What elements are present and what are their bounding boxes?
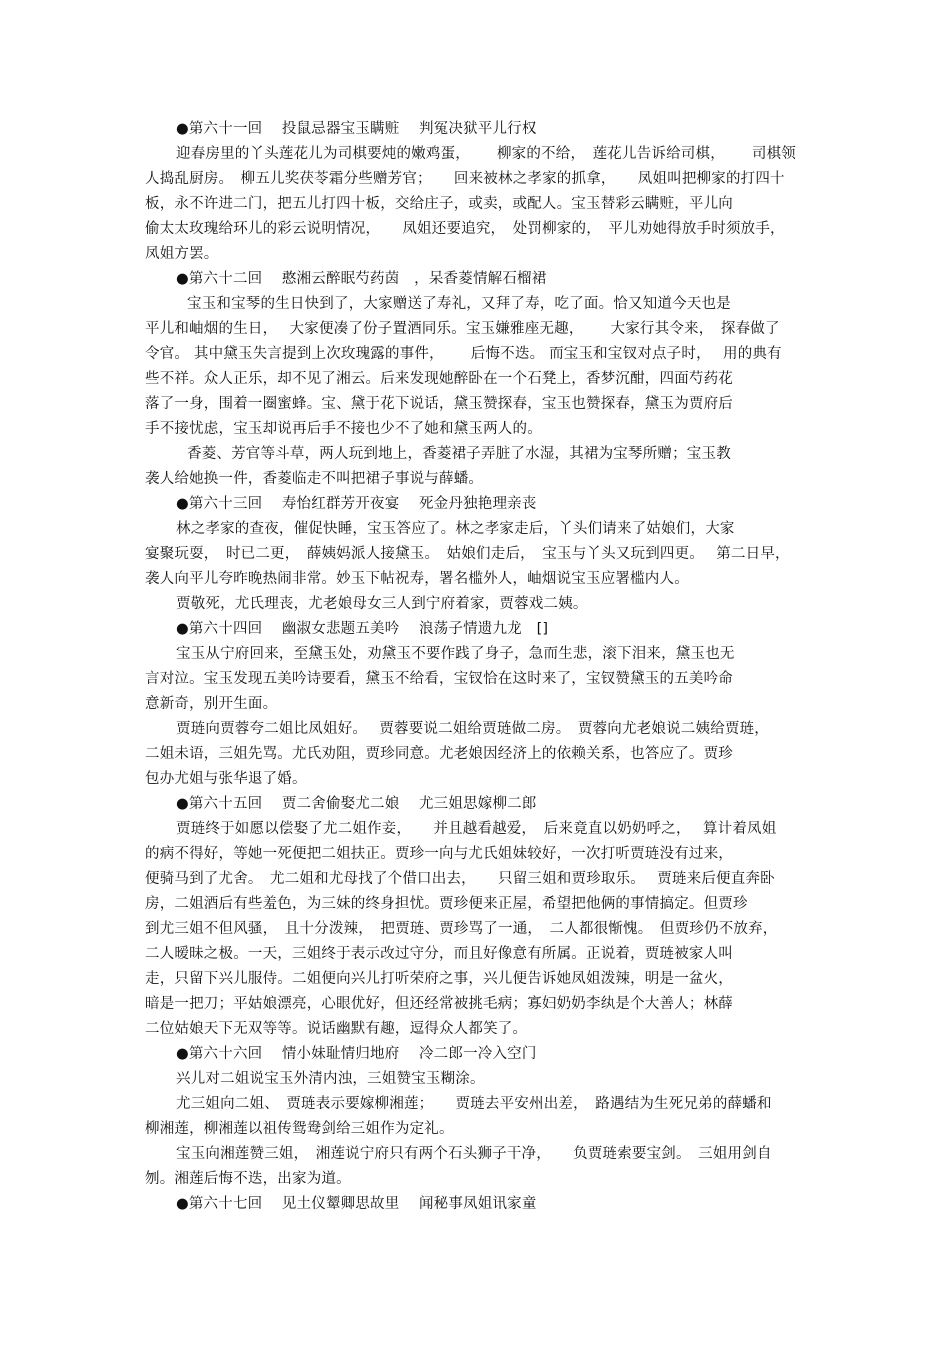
text-line: 宝玉向湘莲赞三姐， 湘莲说宁府只有两个石头狮子干净， 负贾琏索要宝剑。 三姐用剑自 — [176, 1146, 772, 1162]
text-line: 暗是一把刀；平姑娘漂亮，心眼优好，但还经常被挑毛病；寡妇奶奶李纨是个大善人；林薛 — [145, 996, 733, 1012]
chapter-67-heading: ●第六十七回 见土仪颦卿思故里 闻秘事凤姐讯家童 — [176, 1196, 537, 1212]
chapter-66-heading: ●第六十六回 情小妹耻情归地府 冷二郎一冷入空门 — [176, 1046, 537, 1062]
text-line: 袭人给她换一件，香菱临走不叫把裙子事说与薛蟠。 — [145, 471, 484, 487]
chapter-64-heading: ●第六十四回 幽淑女悲题五美吟 浪荡子情遗九龙 [] — [176, 621, 549, 637]
text-line: 二人暧昧之极。一天，三姐终于表示改过守分，而且好像意有所属。正说着，贾琏被家人叫 — [145, 946, 733, 962]
text-line: 二姐未语，三姐先骂。尤氏劝阻，贾珍同意。尤老娘因经济上的依赖关系，也答应了。贾珍 — [145, 746, 733, 762]
text-line: 偷太太玫瑰给环儿的彩云说明情况， 凤姐还要追究， 处罚柳家的， 平儿劝她得放手时须放手， — [145, 221, 785, 237]
chapter-61-heading: ●第六十一回 投鼠忌器宝玉瞒赃 判冤决狱平儿行权 — [176, 121, 537, 137]
text-line: 二位姑娘天下无双等等。说话幽默有趣，逗得众人都笑了。 — [145, 1021, 528, 1037]
text-line: 意新奇，别开生面。 — [145, 696, 278, 712]
text-line: 尤三姐向二姐、 贾琏表示要嫁柳湘莲； 贾琏去平安州出差， 路遇结为生死兄弟的薛蟠和 — [176, 1096, 772, 1112]
text-line: 贾敬死，尤氏理丧，尤老娘母女三人到宁府着家，贾蓉戏二姨。 — [176, 596, 588, 612]
text-line: 到尤三姐不但风骚， 且十分泼辣， 把贾琏、贾珍骂了一通， 二人都很惭愧。 但贾珍仍不放弃， — [145, 921, 778, 937]
text-line: 迎春房里的丫头莲花儿为司棋要炖的嫩鸡蛋， 柳家的不给， 莲花儿告诉给司棋， 司棋领 — [176, 146, 796, 162]
text-line: 贾琏终于如愿以偿娶了尤二姐作妾， 并且越看越爱， 后来竟直以奶奶呼之， 算计着凤姐 — [176, 821, 777, 837]
text-line: 房，二姐酒后有些羞色，为三妹的终身担忧。贾珍便来正屋，希望把他俩的事情搞定。但贾珍 — [145, 896, 748, 912]
chapter-63-heading: ●第六十三回 寿怡红群芳开夜宴 死金丹独艳理亲丧 — [176, 496, 537, 512]
text-line: 袭人向平儿夸昨晚热闹非常。妙玉下帖祝寿，署名槛外人，岫烟说宝玉应署槛内人。 — [145, 571, 689, 587]
text-line: 宴聚玩耍， 时已二更， 薛姨妈派人接黛玉。 姑娘们走后， 宝玉与丫头又玩到四更。 第二日早， — [145, 546, 790, 562]
text-line: 包办尤姐与张华退了婚。 — [145, 771, 307, 787]
chapter-65-heading: ●第六十五回 贾二舍偷娶尤二娘 尤三姐思嫁柳二郎 — [176, 796, 537, 812]
text-line: 言对泣。宝玉发现五美吟诗要看，黛玉不给看，宝钗恰在这时来了，宝钗赞黛玉的五美吟命 — [145, 671, 733, 687]
text-line: 板，永不许进二门，把五儿打四十板，交给庄子，或卖，或配人。宝玉替彩云瞒赃，平儿向 — [145, 196, 733, 212]
text-line: 手不接忧虑，宝玉却说再后手不接也少不了她和黛玉两人的。 — [145, 421, 542, 437]
text-line: 宝玉从宁府回来，至黛玉处，劝黛玉不要作践了身子，急而生悲，滚下泪来，黛玉也无 — [176, 646, 735, 662]
text-line: 香菱、芳官等斗草，两人玩到地上，香菱裙子弄脏了水湿，其裙为宝琴所赠；宝玉教 — [187, 446, 731, 462]
text-line: 凤姐方罢。 — [145, 246, 219, 262]
text-line: 便骑马到了尤舍。 尤二姐和尤母找了个借口出去， 只留三姐和贾珍取乐。 贾琏来后便直奔卧 — [145, 871, 775, 887]
text-line: 人捣乱厨房。 柳五儿奖茯苓霜分些赠芳官； 回来被林之孝家的抓拿， 凤姐叫把柳家的打四十 — [145, 171, 785, 187]
chapter-62-heading: ●第六十二回 憨湘云醉眠芍药茵 ，呆香菱情解石榴裙 — [176, 271, 547, 287]
text-line: 落了一身，围着一圈蜜蜂。宝、黛于花下说话，黛玉赞探春，宝玉也赞探春，黛玉为贾府后 — [145, 396, 733, 412]
text-line: 兴儿对二姐说宝玉外清内浊，三姐赞宝玉糊涂。 — [176, 1071, 485, 1087]
text-line: 些不祥。众人正乐，却不见了湘云。后来发现她醉卧在一个石凳上，香梦沉酣，四面芍药花 — [145, 371, 733, 387]
text-line: 令官。 其中黛玉失言提到上次玫瑰露的事件， 后悔不迭。 而宝玉和宝钗对点子时， 用的典有 — [145, 346, 782, 362]
text-line: 宝玉和宝琴的生日快到了，大家赠送了寿礼，又拜了寿，吃了面。恰又知道今天也是 — [187, 296, 731, 312]
text-line: 走，只留下兴儿服侍。二姐便向兴儿打听荣府之事，兴儿便告诉她凤姐泼辣，明是一盆火， — [145, 971, 733, 987]
text-line: 平儿和岫烟的生日， 大家便凑了份子置酒同乐。宝玉嫌雅座无趣， 大家行其令来， 探春做了 — [145, 321, 780, 337]
text-line: 刎。湘莲后悔不迭，出家为道。 — [145, 1171, 351, 1187]
text-line: 贾琏向贾蓉夸二姐比凤姐好。 贾蓉要说二姐给贾琏做二房。 贾蓉向尤老娘说二姨给贾琏， — [176, 721, 770, 737]
text-line: 的病不得好，等她一死便把二姐扶正。贾珍一向与尤氏姐妹较好，一次打听贾琏没有过来， — [145, 846, 733, 862]
text-line: 林之孝家的查夜，催促快睡，宝玉答应了。林之孝家走后，丫头们请来了姑娘们，大家 — [176, 521, 735, 537]
text-line: 柳湘莲，柳湘莲以祖传鸳鸯剑给三姐作为定礼。 — [145, 1121, 454, 1137]
